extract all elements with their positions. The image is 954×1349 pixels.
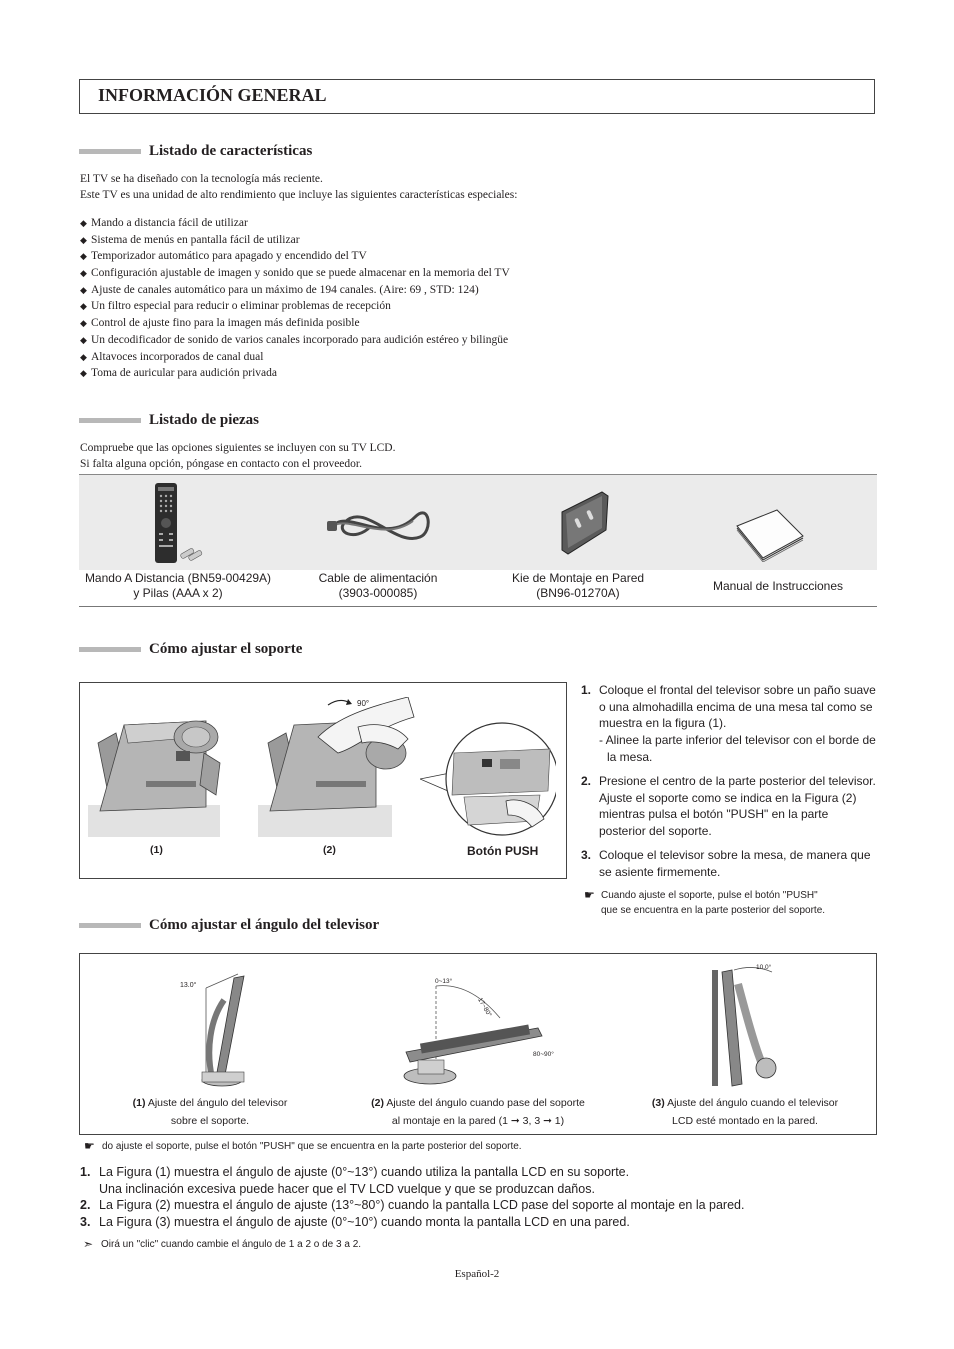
figure-label-1: (1)	[150, 844, 163, 856]
diamond-bullet-icon: ◆	[80, 234, 87, 245]
step-text: Una inclinación excesiva puede hacer que el TV LCD vuelque y que se produzcan daños.	[99, 1182, 595, 1196]
stand-figure-2	[258, 697, 428, 837]
step-text: Coloque el televisor sobre la mesa, de manera que se asiente firmemente.	[599, 848, 871, 879]
list-item: ◆ Temporizador automático para apagado y encendido del TV	[80, 248, 510, 265]
step-text: La Figura (3) muestra el ángulo de ajuste (0°~10°) cuando monta la pantalla LCD en una pared.	[99, 1215, 630, 1229]
list-item: ◆ Ajuste de canales automático para un máximo de 194 canales. (Aire: 69 , STD: 124)	[80, 282, 510, 299]
list-item: ◆ Mando a distancia fácil de utilizar	[80, 215, 510, 232]
step-number: 1.	[80, 1165, 91, 1179]
rotation-label: 90°	[357, 699, 370, 708]
parts-intro-2: Si falta alguna opción, póngase en contacto con el proveedor.	[80, 458, 362, 470]
part-caption-manual: Manual de Instrucciones	[712, 579, 844, 593]
heading-bar	[79, 923, 141, 928]
list-item: ◆ Un filtro especial para reducir o eliminar problemas de recepción	[80, 298, 510, 315]
list-item: ◆ Toma de auricular para audición privada	[80, 365, 510, 382]
step-text: La Figura (2) muestra el ángulo de ajuste (13°~80°) cuando la pantalla LCD pase del soporte al montaje en la pared.	[99, 1198, 745, 1212]
heading-bar	[79, 149, 141, 154]
stand-note: Cuando ajuste el soporte, pulse el botón "PUSH" que se encuentra en la parte posterior del soporte.	[601, 890, 826, 916]
section-title: Cómo ajustar el ángulo del televisor	[149, 917, 380, 933]
step-number: 3.	[581, 848, 592, 862]
diamond-bullet-icon: ◆	[80, 284, 87, 295]
pointing-hand-icon: ☛	[84, 1139, 95, 1153]
remote-control-icon	[150, 481, 210, 565]
step-text: Coloque el frontal del televisor sobre un paño suave o una almohadilla encima de una mesa tal como se muestra en la figura (1).	[599, 683, 876, 730]
list-item: ◆ Control de ajuste fino para la imagen más definida posible	[80, 315, 510, 332]
page-number: Español-2	[454, 1268, 500, 1280]
list-item: ◆ Configuración ajustable de imagen y sonido que se puede almacenar en la memoria del TV	[80, 265, 510, 282]
parts-intro-1: Compruebe que las opciones siguientes se incluyen con su TV LCD.	[80, 442, 396, 454]
angle-figure-2	[400, 972, 560, 1090]
diamond-bullet-icon: ◆	[80, 301, 87, 312]
angle-caption-3: (3) Ajuste del ángulo cuando el televisor LCD esté montado en la pared.	[651, 1097, 839, 1127]
wall-mount-bracket-icon	[556, 490, 612, 558]
features-list	[80, 215, 510, 382]
angle-caption-2: (2) Ajuste del ángulo cuando pase del soporte al montaje en la pared (1 ➞ 3, 3 ➞ 1)	[371, 1097, 585, 1127]
step-number: 2.	[80, 1198, 91, 1212]
figure-label-2: (2)	[323, 844, 336, 856]
stand-figure-1	[88, 703, 238, 838]
section-title: Cómo ajustar el soporte	[149, 641, 303, 657]
list-item: ◆ Sistema de menús en pantalla fácil de utilizar	[80, 232, 510, 249]
part-caption-wall-mount: Kie de Montaje en Pared (BN96-01270A)	[511, 571, 645, 600]
step-number: 1.	[581, 683, 592, 697]
list-item: ◆ Un decodificador de sonido de varios canales incorporado para audición estéreo y bilingüe	[80, 332, 510, 349]
angle-note: do ajuste el soporte, pulse el botón "PUSH" que se encuentra en la parte posterior del soporte.	[102, 1141, 522, 1152]
angle-label: 13.0°	[180, 982, 197, 989]
step-number: 3.	[80, 1215, 91, 1229]
click-note: Oirá un "clic" cuando cambie el ángulo de 1 a 2 o de 3 a 2.	[101, 1239, 362, 1250]
part-caption-remote: Mando A Distancia (BN59-00429A) y Pilas (AAA x 2)	[84, 571, 272, 600]
part-caption-cable: Cable de alimentación (3903-000085)	[318, 571, 438, 600]
angle-label: 80~90°	[533, 1051, 554, 1058]
step-sub-text: - Alinee la parte inferior del televisor con el borde de la mesa.	[599, 733, 876, 764]
angle-caption-1: (1) Ajuste del ángulo del televisor sobre el soporte.	[132, 1097, 288, 1127]
section-title: Listado de características	[149, 143, 313, 159]
angle-figure-3	[702, 964, 792, 1092]
divider	[79, 606, 877, 607]
diamond-bullet-icon: ◆	[80, 368, 87, 379]
heading-bar	[79, 418, 141, 423]
heading-bar	[79, 647, 141, 652]
step-text: La Figura (1) muestra el ángulo de ajuste (0°~13°) cuando utiliza la pantalla LCD en su soporte.	[99, 1165, 630, 1179]
pointing-hand-icon: ☛	[584, 888, 595, 902]
page-title: INFORMACIÓN GENERAL	[98, 85, 327, 105]
step-text: Presione el centro de la parte posterior del televisor. Ajuste el soporte como se indica en la Figura (2) mientras pulsa el botón "PUSH" en la parte posterior del soporte.	[599, 774, 876, 838]
manual-book-icon	[733, 506, 805, 562]
list-item: ◆ Altavoces incorporados de canal dual	[80, 349, 510, 366]
angle-label: 17~80°	[476, 996, 493, 1019]
features-intro-1: El TV se ha diseñado con la tecnología más reciente.	[80, 173, 323, 185]
angle-label: 10.0°	[756, 964, 772, 971]
features-intro-2: Este TV es una unidad de alto rendimiento que incluye las siguientes características especiales:	[80, 189, 518, 201]
push-button-zoom	[420, 717, 556, 845]
page-title-box	[79, 79, 875, 114]
diamond-bullet-icon: ◆	[80, 351, 87, 362]
step-number: 2.	[581, 774, 592, 788]
push-button-label: Botón PUSH	[467, 844, 539, 858]
diamond-bullet-icon: ◆	[80, 318, 87, 329]
section-title: Listado de piezas	[149, 412, 260, 428]
diamond-bullet-icon: ◆	[80, 334, 87, 345]
angle-label: 0~13°	[435, 978, 453, 985]
power-cable-icon	[325, 497, 437, 549]
diamond-bullet-icon: ◆	[80, 251, 87, 262]
arrow-right-icon: ➣	[83, 1237, 94, 1251]
diamond-bullet-icon: ◆	[80, 268, 87, 279]
diamond-bullet-icon: ◆	[80, 218, 87, 228]
stand-figure-box	[79, 682, 567, 879]
